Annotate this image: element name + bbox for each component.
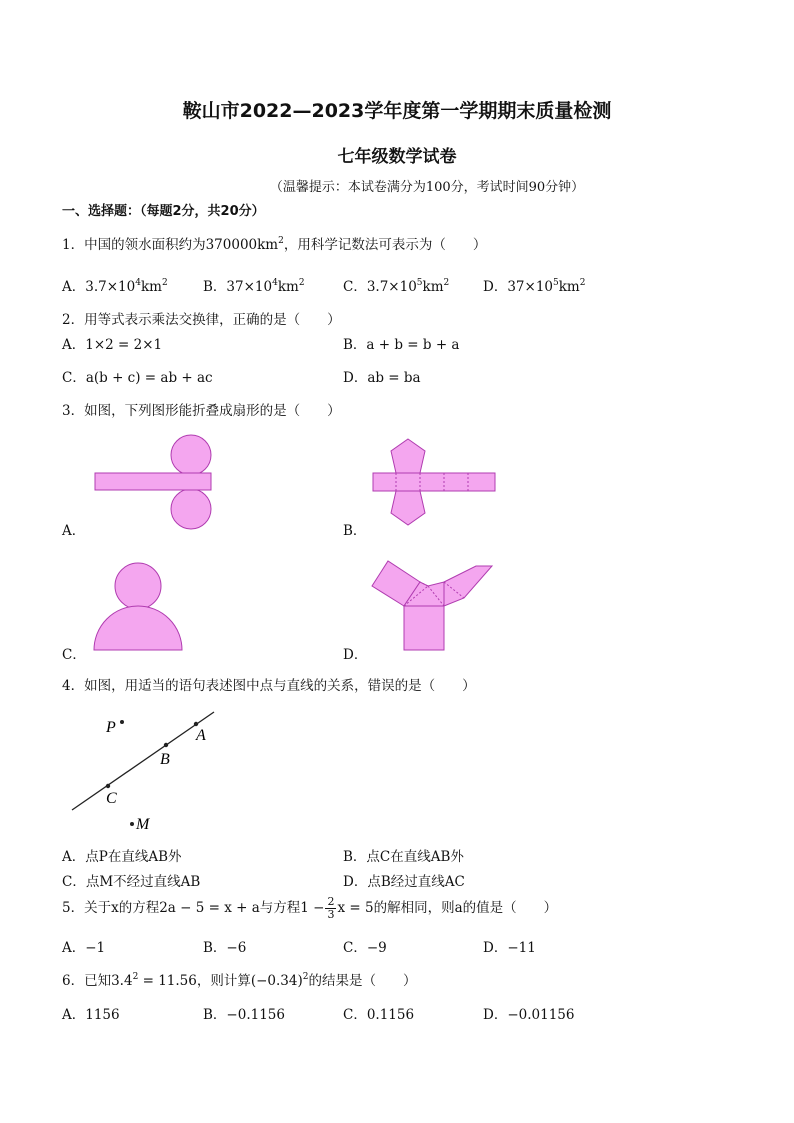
q5-stem-b: x = 5的解相同，则a的值是（ ） xyxy=(337,900,558,916)
section-heading: 一、选择题：（每题2分，共20分） xyxy=(62,204,265,219)
q4-figure xyxy=(64,700,224,832)
q2-option-b[interactable]: B．a + b = b + a xyxy=(343,337,460,353)
exam-subtitle: 七年级数学试卷 xyxy=(337,147,457,167)
pentagon-bottom xyxy=(391,491,425,525)
q3-label-b[interactable]: B． xyxy=(343,523,367,539)
q3-figure-c xyxy=(90,560,190,654)
q1-option-a[interactable]: A．$3.7\times 10^4km^2$ xyxy=(62,278,168,295)
q1-stem-a: 1．中国的领水面积约为370000km xyxy=(62,237,279,253)
question-4: 4．如图，用适当的语句表述图中点与直线的关系，错误的是（ ） xyxy=(62,678,476,694)
strip xyxy=(373,473,495,491)
q6-option-c[interactable]: C．0.1156 xyxy=(343,1007,415,1023)
point-a xyxy=(194,722,198,726)
q6-option-d[interactable]: D．−0.01156 xyxy=(483,1007,575,1023)
q5-option-b[interactable]: B．−6 xyxy=(203,940,247,956)
q2-option-a[interactable]: A．1×2 = 2×1 xyxy=(62,337,163,353)
q1-option-d[interactable]: D．$37\times 10^5km^2$ xyxy=(483,278,586,295)
q2-option-c[interactable]: C．a(b + c) = ab + ac xyxy=(62,370,213,386)
q3-figure-b xyxy=(370,436,498,530)
question-6: 6．已知$3.4^2 = 11.56$，则计算$(-0.34)^2$的结果是（ ） xyxy=(62,972,417,989)
q4-option-a[interactable]: A．点P在直线AB外 xyxy=(62,849,182,865)
label-p: P xyxy=(106,719,116,736)
exam-title: 鞍山市2022—2023学年度第一学期期末质量检测 xyxy=(182,100,612,122)
q1-option-c[interactable]: C．$3.7\times 10^5km^2$ xyxy=(343,278,450,295)
pentagon-top xyxy=(391,439,425,473)
bottom-rectangle xyxy=(404,606,444,650)
exam-tip: （温馨提示：本试卷满分为100分，考试时间90分钟） xyxy=(269,180,585,195)
q4-option-d[interactable]: D．点B经过直线AC xyxy=(343,874,465,890)
q1-option-b[interactable]: B．$37\times 10^4km^2$ xyxy=(203,278,305,295)
q2-option-d[interactable]: D．ab = ba xyxy=(343,370,421,386)
question-5 xyxy=(62,896,557,921)
point-b xyxy=(164,743,168,747)
q5-fraction: $\frac{2}{3}$ xyxy=(327,895,335,921)
label-b: B xyxy=(160,751,170,768)
circle-bottom xyxy=(171,489,211,529)
line-ac xyxy=(72,712,214,810)
point-p xyxy=(120,720,124,724)
circle xyxy=(115,563,161,609)
q5-option-d[interactable]: D．−11 xyxy=(483,940,536,956)
label-c: C xyxy=(106,790,117,807)
point-m xyxy=(130,822,134,826)
q4-option-b[interactable]: B．点C在直线AB外 xyxy=(343,849,464,865)
q3-label-a[interactable]: A． xyxy=(62,523,86,539)
q5-option-a[interactable]: A．−1 xyxy=(62,940,106,956)
q3-figure-a xyxy=(92,432,214,532)
question-3: 3．如图，下列图形能折叠成扇形的是（ ） xyxy=(62,403,341,419)
question-2: 2．用等式表示乘法交换律，正确的是（ ） xyxy=(62,312,341,328)
rectangle xyxy=(95,473,211,490)
question-1: 1．中国的领水面积约为$370000km^2$，用科学记数法可表示为（ ） xyxy=(62,236,487,253)
lateral-face-right xyxy=(444,566,492,606)
circle-top xyxy=(171,435,211,475)
q6-option-a[interactable]: A．1156 xyxy=(62,1007,120,1023)
q4-option-c[interactable]: C．点M不经过直线AB xyxy=(62,874,201,890)
q5-option-c[interactable]: C．−9 xyxy=(343,940,387,956)
q3-label-c[interactable]: C． xyxy=(62,647,86,663)
q3-label-d[interactable]: D． xyxy=(343,647,368,663)
q1-stem-b: ，用科学记数法可表示为（ ） xyxy=(283,237,487,253)
q6-option-b[interactable]: B．−0.1156 xyxy=(203,1007,285,1023)
q5-stem-a: 5．关于x的方程2a − 5 = x + a与方程1 − xyxy=(62,900,325,916)
point-c xyxy=(106,784,110,788)
label-m: M xyxy=(136,816,150,832)
label-a: A xyxy=(196,727,206,744)
semicircle xyxy=(94,606,182,650)
q3-figure-d xyxy=(368,558,496,654)
